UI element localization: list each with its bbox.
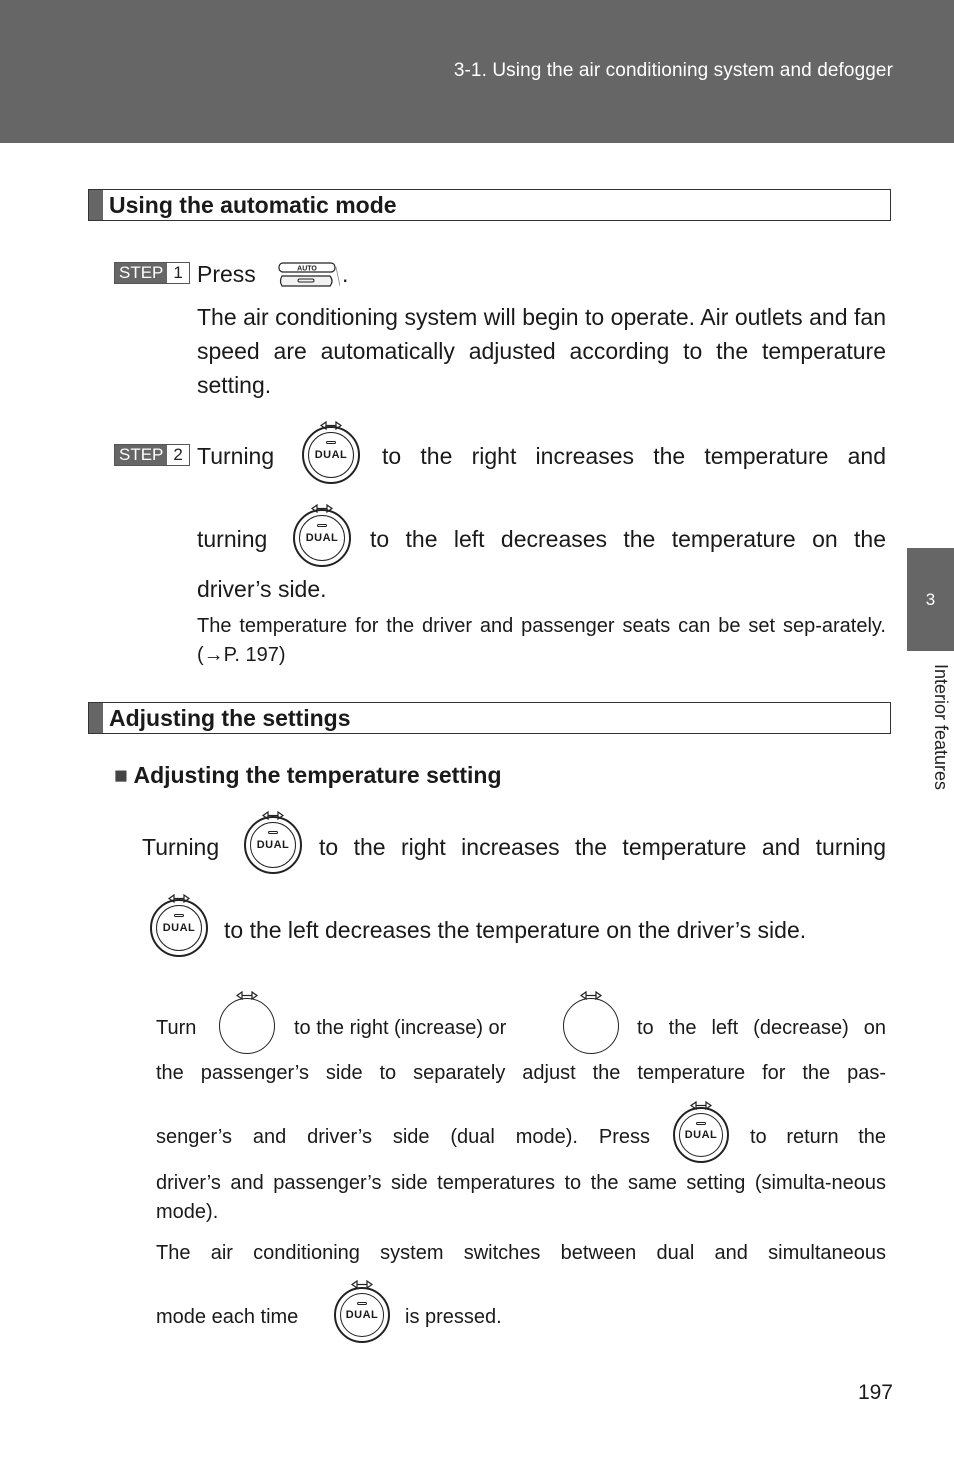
dial-label: DUAL: [345, 1309, 379, 1321]
dial-indicator: [357, 1302, 367, 1305]
passenger-dial-icon: [563, 998, 619, 1054]
subheading-text: Adjusting the temperature setting: [133, 762, 502, 788]
temp-turning-text: Turning: [142, 834, 220, 860]
step2-line3: driver’s side.: [197, 576, 327, 602]
section-title: Adjusting the settings: [109, 704, 351, 731]
auto-button-label: AUTO: [297, 265, 317, 273]
passenger-dial-icon: [219, 998, 275, 1054]
p1-left-decrease: to the left (decrease) on: [637, 1017, 886, 1039]
page-number: 197: [857, 1381, 893, 1404]
dual-dial-icon: [673, 1107, 729, 1163]
square-bullet-icon: ■: [114, 762, 128, 788]
step-2-badge: [114, 444, 190, 466]
section-heading-adjusting-settings: [88, 702, 891, 734]
subheading: [114, 758, 502, 792]
dual-dial-icon: [293, 509, 351, 567]
dial-indicator: [696, 1122, 706, 1125]
dial-indicator: [317, 524, 327, 527]
dial-label: DUAL: [305, 532, 339, 544]
p1-line2: the passenger’s side to separately adjust the temperature for the pas-: [156, 1062, 886, 1084]
dial-label: DUAL: [684, 1129, 718, 1141]
dial-indicator: [174, 914, 184, 917]
section-heading-automatic-mode: [88, 189, 891, 221]
step2-line1-rest: to the right increases the temperature and: [382, 443, 886, 469]
temp-line1-rest: to the right increases the temperature and turning: [319, 834, 886, 860]
p1-return: to return the: [750, 1126, 886, 1148]
dial-label: DUAL: [162, 922, 196, 934]
step2-turning-text: Turning: [197, 443, 275, 469]
dial-label: DUAL: [314, 449, 348, 461]
dial-label: DUAL: [256, 839, 290, 851]
step1-period: .: [342, 261, 349, 287]
auto-button-icon: [278, 262, 340, 288]
p2-line1: The air conditioning system switches between dual and simultaneous: [156, 1242, 886, 1264]
step-number: 1: [167, 263, 188, 283]
step2-turning-text-2: turning: [197, 526, 268, 552]
p2-line2: mode each time: [156, 1306, 299, 1328]
step1-press-text: Press: [197, 261, 256, 287]
dual-dial-icon: [302, 426, 360, 484]
dual-dial-icon: [150, 899, 208, 957]
p1-right-increase: to the right (increase) or: [294, 1017, 507, 1039]
dial-indicator: [268, 831, 278, 834]
step2-line2-rest: to the left decreases the temperature on the: [370, 526, 886, 552]
dial-indicator: [326, 441, 336, 444]
step1-description: The air conditioning system will begin to operate. Air outlets and fan speed are automatically adjusted according to the temperature setting.: [197, 304, 886, 398]
step-number: 2: [167, 445, 188, 465]
p1-turn: Turn: [156, 1017, 197, 1039]
dual-dial-icon: [334, 1287, 390, 1343]
dual-dial-icon: [244, 816, 302, 874]
step-label: STEP: [115, 263, 167, 283]
chapter-tab: [907, 548, 954, 651]
chapter-side-label: Interior features: [931, 664, 951, 791]
step2-note: The temperature for the driver and passenger seats can be set sep-arately. (→P. 197): [197, 615, 886, 666]
step-1-badge: [114, 262, 190, 284]
heading-bar: [89, 703, 103, 733]
p1-line4: driver’s and passenger’s side temperatures to the same setting (simulta-neous mode).: [156, 1172, 886, 1223]
step-label: STEP: [115, 445, 167, 465]
chapter-number: 3: [925, 589, 936, 609]
page-header: [0, 0, 954, 143]
p2-pressed: is pressed.: [405, 1306, 502, 1328]
p1-line3: senger’s and driver’s side (dual mode). Press: [156, 1126, 650, 1148]
temp-line2: to the left decreases the temperature on the driver’s side.: [224, 917, 807, 943]
section-title: Using the automatic mode: [109, 191, 397, 218]
chapter-title: 3-1. Using the air conditioning system and defogger: [453, 60, 893, 81]
heading-bar: [89, 190, 103, 220]
